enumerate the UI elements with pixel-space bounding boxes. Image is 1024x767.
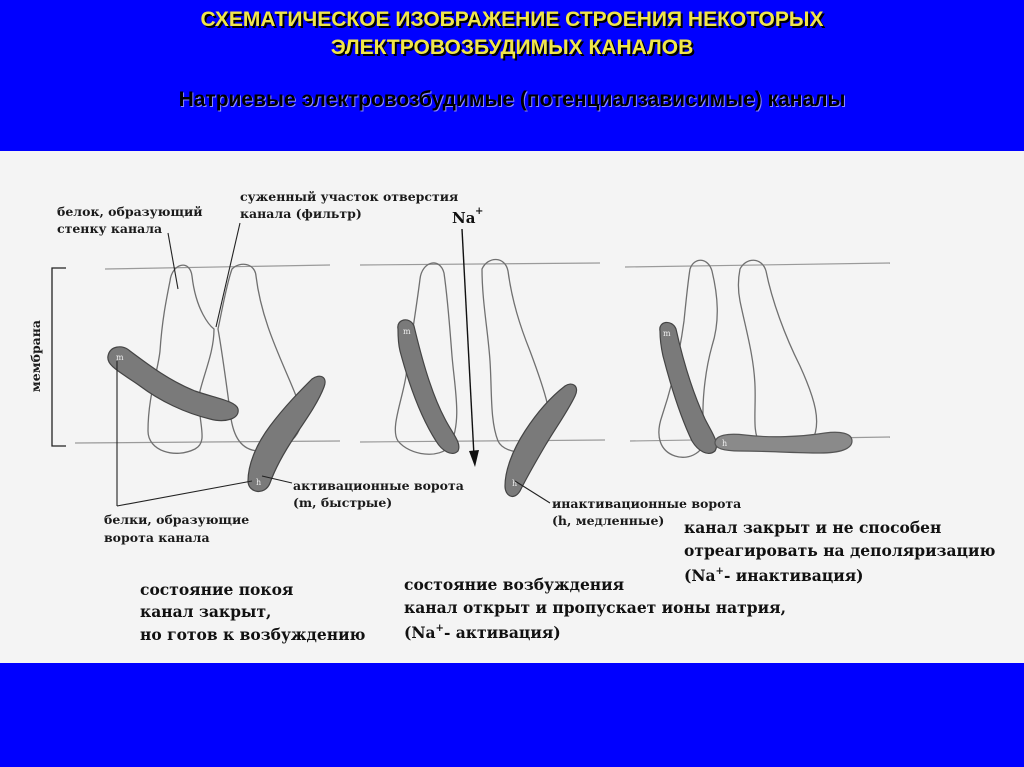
inactivation-gate-h-rest — [248, 376, 325, 491]
channel-diagram — [0, 151, 1024, 663]
gate-h-closed-label: h — [722, 439, 728, 448]
slide-footer — [0, 663, 1024, 767]
label-protein-wall-1: белок, образующий — [57, 204, 203, 219]
activation-gate-m-rest — [108, 347, 238, 421]
slide-header — [0, 0, 1024, 150]
membrane-bracket — [52, 268, 66, 446]
label-gate-proteins-2: ворота канала — [104, 530, 210, 545]
label-activation-gate-2: (m, быстрые) — [293, 495, 393, 510]
channel-diagram-svg — [0, 151, 1024, 663]
caption-rest-1: состояние покоя — [140, 580, 294, 599]
label-gate-proteins-1: белки, образующие — [104, 512, 250, 527]
caption-rest-3: но готов к возбуждению — [140, 625, 366, 644]
caption-inactive-1: канал закрыт и не способен — [684, 518, 942, 537]
sodium-ion-charge: + — [475, 206, 484, 217]
gate-h-rest-label: h — [256, 478, 262, 487]
caption-excited-3: (Na+- активация) — [404, 623, 561, 642]
label-inactivation-gate-2: (h, медленные) — [552, 513, 665, 528]
membrane-label: мембрана — [28, 319, 43, 393]
slide-subtitle: Натриевые электровозбудимые (потенциалзависимые) каналы — [178, 88, 846, 111]
gate-h-excited-label: h — [512, 479, 518, 488]
label-filter-1: суженный участок отверстия — [240, 189, 459, 204]
gate-m-open-label: m — [403, 327, 411, 336]
activation-gate-m-open — [398, 320, 459, 454]
slide-title-line-1: СХЕМАТИЧЕСКОЕ ИЗОБРАЖЕНИЕ СТРОЕНИЯ НЕКОТОРЫХ — [200, 8, 824, 31]
label-inactivation-gate-1: инактивационные ворота — [552, 496, 742, 511]
caption-excited-2: канал открыт и пропускает ионы натрия, — [404, 598, 786, 617]
channel-excited-gates — [398, 320, 577, 497]
caption-excited-1: состояние возбуждения — [404, 575, 625, 594]
sodium-ion-arrow — [462, 229, 479, 467]
activation-gate-m-inactive — [660, 322, 717, 453]
slide-title-line-2: ЭЛЕКТРОВОЗБУДИМЫХ КАНАЛОВ — [330, 36, 694, 59]
gate-m-inactive-label: m — [663, 329, 671, 338]
gate-m-rest-label: m — [116, 353, 124, 362]
label-filter-2: канала (фильтр) — [240, 206, 362, 221]
label-activation-gate-1: активационные ворота — [293, 478, 464, 493]
channel-rest-gates — [108, 347, 325, 492]
caption-rest-2: канал закрыт, — [140, 602, 272, 621]
caption-inactive-2: отреагировать на деполяризацию — [684, 541, 996, 560]
label-protein-wall-2: стенку канала — [57, 221, 163, 236]
sodium-ion-label: Na — [452, 209, 476, 227]
caption-inactive-3: (Na+- инактивация) — [684, 566, 864, 585]
inactivation-gate-h-closed — [715, 432, 852, 453]
